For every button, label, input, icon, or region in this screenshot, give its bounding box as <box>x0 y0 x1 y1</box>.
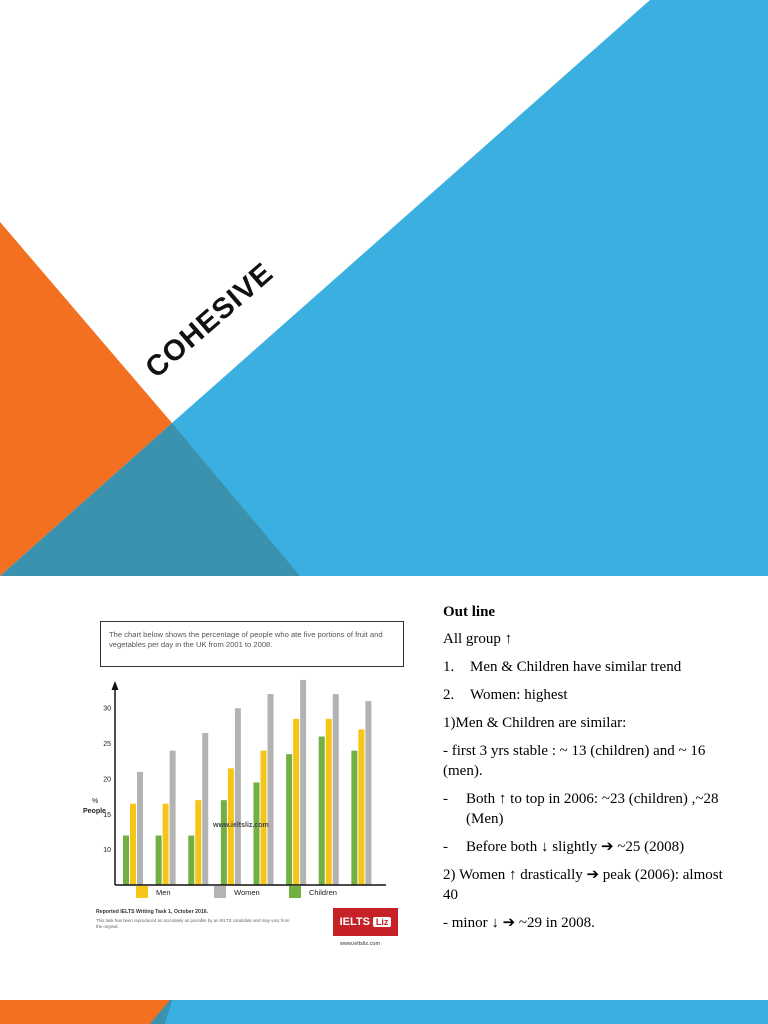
bar-women-2005 <box>268 694 274 885</box>
bar-men-2002 <box>163 804 169 885</box>
legend-label-men: Men <box>156 887 171 897</box>
y-axis-label-people: People <box>83 808 106 815</box>
legend-swatch-women <box>214 886 226 898</box>
legend-label-children: Children <box>309 887 337 897</box>
y-tick-labels <box>103 706 111 854</box>
bar-men-2003 <box>195 800 201 885</box>
bar-women-2003 <box>202 733 208 885</box>
outline-notes <box>443 602 733 941</box>
outline-intro: All group ↑ <box>443 631 513 647</box>
bar-group <box>123 680 371 885</box>
legend-item-men <box>136 885 171 899</box>
reference-text <box>96 909 296 929</box>
y-tick-label-10: 10 <box>103 847 111 855</box>
legend-swatch-men <box>136 886 148 898</box>
bar-women-2006 <box>300 680 306 885</box>
bar-women-2002 <box>170 751 176 885</box>
y-tick-label-15: 15 <box>103 811 111 819</box>
bar-men-2001 <box>130 804 136 885</box>
dash-mark: - <box>443 791 448 807</box>
bar-children-2007 <box>319 737 325 886</box>
section1-dash-2 <box>443 837 733 857</box>
chart-image <box>80 609 410 959</box>
point-text: Men & Children have similar trend <box>470 659 682 675</box>
point-text: Women: highest <box>470 687 568 703</box>
y-tick-label-20: 20 <box>103 776 111 784</box>
bar-men-2007 <box>326 719 332 885</box>
logo-badge: Liz <box>373 917 392 927</box>
bar-women-2004 <box>235 708 241 885</box>
section1-dash-1 <box>443 789 733 829</box>
section1-line: - first 3 yrs stable : ~ 13 (children) and ~ 16 (men). <box>443 743 706 779</box>
bar-children-2005 <box>254 782 260 885</box>
bar-men-2008 <box>358 729 364 885</box>
legend-label-women: Women <box>234 887 260 897</box>
outline-point-1 <box>443 657 733 677</box>
outline-slide <box>0 576 768 1024</box>
outline-point-2 <box>443 685 733 705</box>
dash-text: Both ↑ to top in 2006: ~23 (children) ,~28 (Men) <box>466 791 719 827</box>
section2-line: - minor ↓ ➔ ~29 in 2008. <box>443 915 595 931</box>
bar-children-2004 <box>221 800 227 885</box>
legend-item-women <box>214 885 260 899</box>
bar-women-2007 <box>333 694 339 885</box>
reference-note: This task has been reproduced as accurately as possible by an IELTS candidate and may vary from the original. <box>96 918 290 929</box>
bar-chart <box>80 679 410 889</box>
task-prompt-box: The chart below shows the percentage of people who ate five portions of fruit and vegetables per day in the UK from 2001 to 2008. <box>100 621 404 667</box>
bar-women-2008 <box>365 701 371 885</box>
slide-title: COHESIVE <box>139 256 280 385</box>
y-tick-label-25: 25 <box>103 741 111 749</box>
bar-children-2003 <box>188 836 194 886</box>
bar-men-2006 <box>293 719 299 885</box>
bar-children-2002 <box>156 836 162 886</box>
point-number: 2. <box>443 687 455 703</box>
point-number: 1. <box>443 659 455 675</box>
bar-women-2001 <box>137 772 143 885</box>
section1-heading: 1)Men & Children are similar: <box>443 715 627 731</box>
strip-orange <box>0 1000 170 1024</box>
logo-url: www.ieltsliz.com <box>340 941 381 947</box>
bar-children-2006 <box>286 754 292 885</box>
section2-heading: 2) Women ↑ drastically ➔ peak (2006): almost 40 <box>443 867 723 903</box>
bar-children-2001 <box>123 836 129 886</box>
y-tick-label-30: 30 <box>103 705 111 713</box>
dash-mark: - <box>443 839 448 855</box>
y-axis-label-percent: % <box>92 798 99 805</box>
legend-item-children <box>289 885 337 899</box>
logo-text: IELTS <box>339 916 370 928</box>
dash-text: Before both ↓ slightly ➔ ~25 (2008) <box>466 839 685 855</box>
bar-children-2008 <box>351 751 357 885</box>
next-slide-strip <box>0 1000 768 1024</box>
reference-title: Reported IELTS Writing Task 1, October 2016. <box>96 909 209 915</box>
ielts-liz-logo <box>333 908 398 936</box>
legend-swatch-children <box>289 886 301 898</box>
bar-men-2005 <box>261 751 267 885</box>
y-axis-arrow-icon <box>112 681 119 690</box>
chart-legend <box>136 885 396 899</box>
watermark: www.ieltsliz.com <box>213 822 269 829</box>
outline-heading: Out line <box>443 604 496 620</box>
